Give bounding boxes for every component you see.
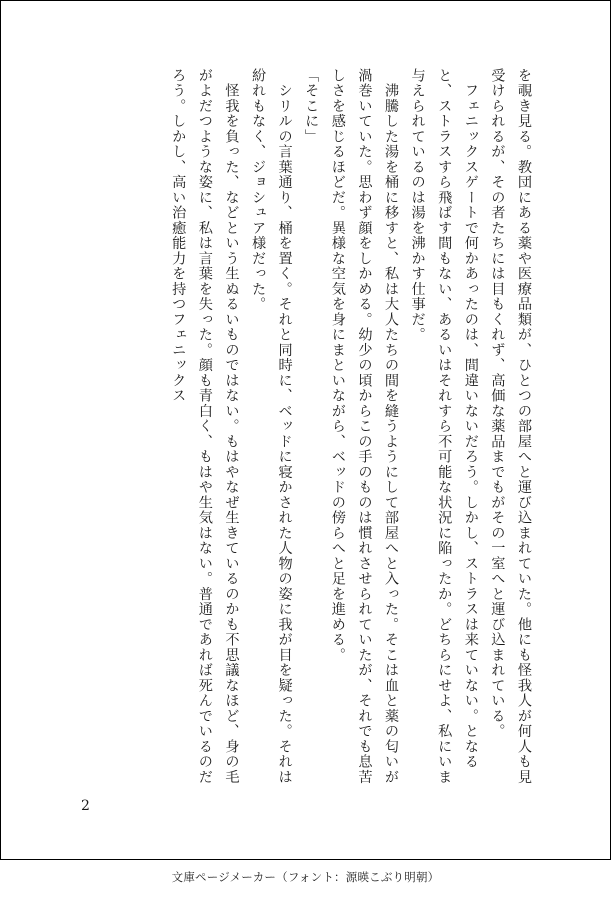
page-number: 2 bbox=[81, 798, 90, 814]
paragraph-2: フェニックスゲートで何かあったのは、間違いないだろう。しかし、ストラスは来ていない。となると、ストラスすら飛ばす間もない、あるいはそれすら不可能な状況に陥ったか。どちらにせよ、私にいま与えられているのは湯を沸かす仕事だ。 bbox=[409, 68, 479, 785]
credit-caption: 文庫ページメーカー（フォント：源暎こぶり明朝） bbox=[171, 870, 440, 884]
paragraph-5: シリルの言葉通り、桶を置く。それと同時に、ベッドに寝かされた人物の姿に我が目を疑った。それは紛れもなく、ジョシュア様だった。 bbox=[250, 68, 293, 785]
paragraph-6: 怪我を負った、などという生ぬるいものではない。もはやなぜ生きているのかも不思議なほど、身の毛がよだつような姿に、私は言葉を失った。顔も青白く、もはや生気はない。普通であれば死んでいるのだろう。しかし、高い治癒能力を持つフェニックス bbox=[170, 68, 240, 785]
body-text bbox=[67, 68, 537, 788]
paragraph-1: を覗き見る。教団にある薬や医療品類が、ひとつの部屋へと運び込まれていた。他にも怪我人が何人も見受けられるが、その者たちには目もくれず、高価な薬品までもがその一室へと運び込まれている。 bbox=[489, 68, 532, 785]
paragraph-3: 沸騰した湯を桶に移すと、私は大人たちの間を縫うようにして部屋へと入った。そこは血と薬の匂いが渦巻いていた。思わず顔をしかめる。幼少の頃からこの手のものは慣れさせられていたが、それでも息苦しさを感じるほどだ。異様な空気を身にまといながら、ベッドの傍らへと足を進める。 bbox=[329, 68, 400, 785]
paragraph-4-dialogue: 「そこに」 bbox=[303, 68, 320, 145]
